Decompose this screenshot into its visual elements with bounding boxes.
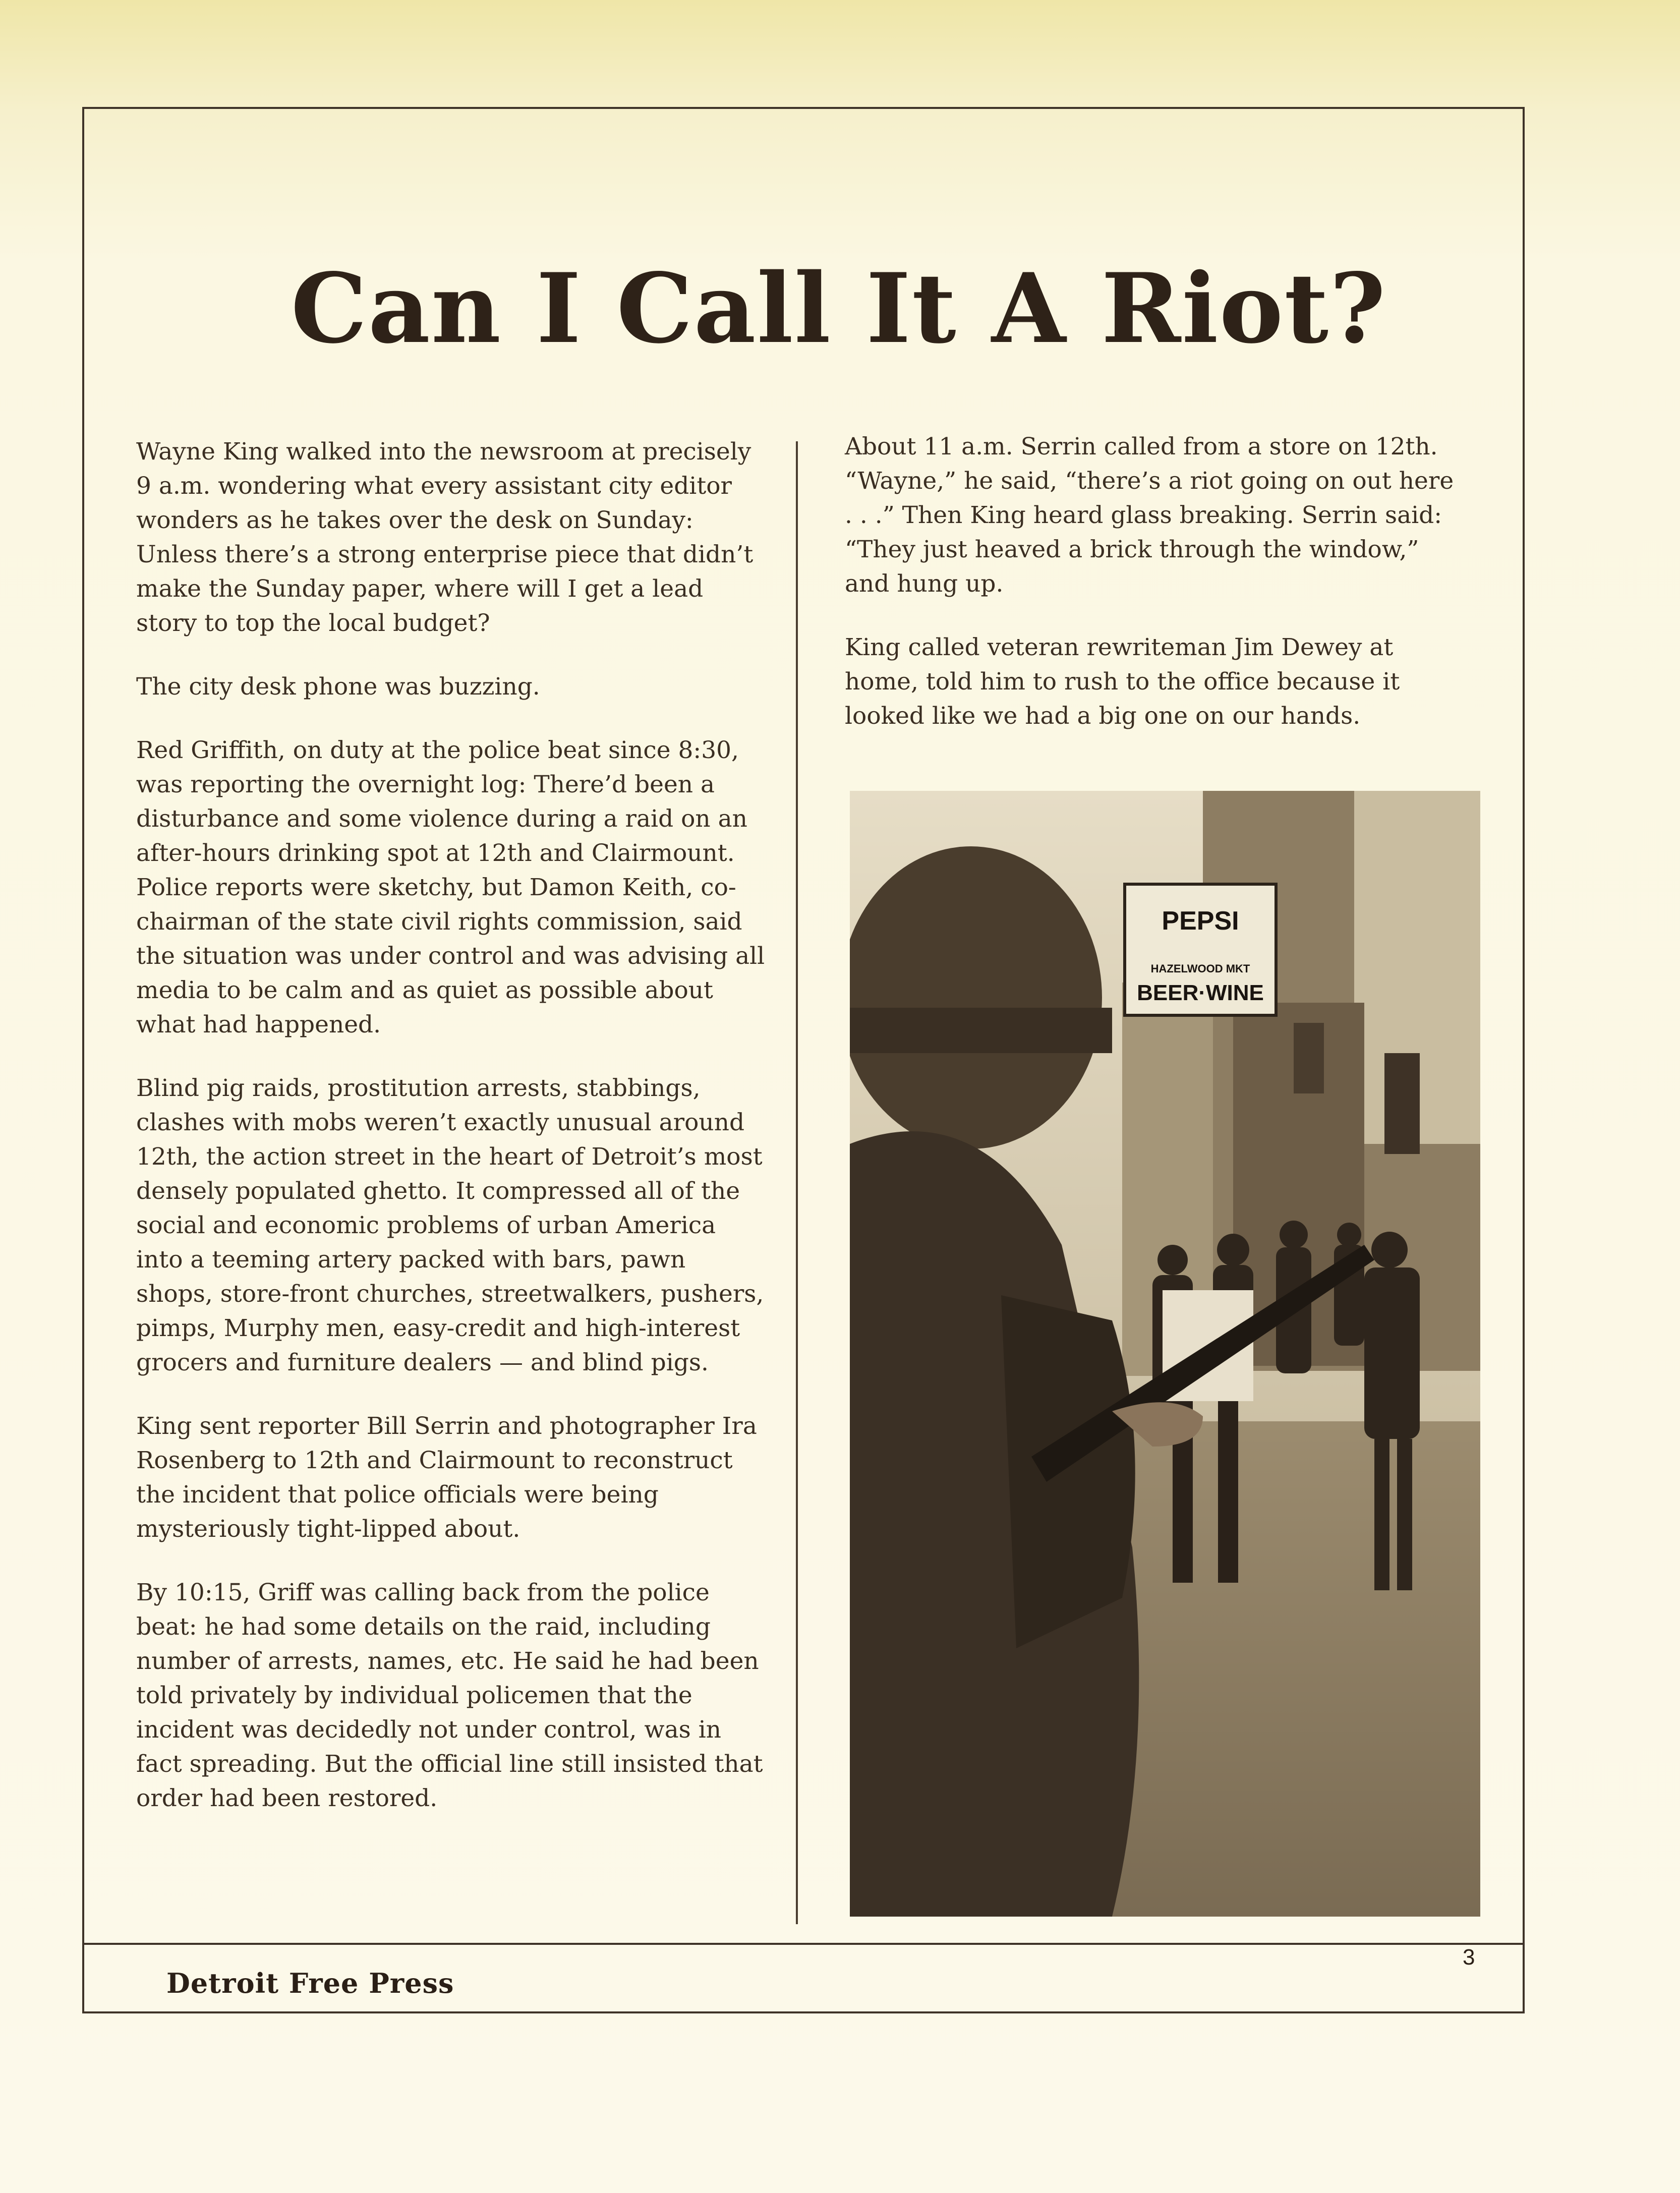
sign-goods: BEER·WINE [1137,980,1264,1005]
riot-street-photo [850,791,1480,1917]
paragraph: King sent reporter Bill Serrin and photographer Ira Rosenberg to 12th and Clairmount to reconstruct the incident that police officials were being mysteriously tight-lipped about. [136,1412,757,1543]
paragraph: Blind pig raids, prostitution arrests, stabbings, clashes with mobs weren’t exactly unusual around 12th, the action street in the heart of Detroit’s most densely populated ghetto. It compressed all of the social and economic problems of urban America into a teeming artery packed with bars, pawn shops, store-front churches, streetwalkers, pushers, pimps, Murphy men, easy-credit and high-interest grocers and furniture dealers — and blind pigs. [136,1074,764,1376]
paragraph: King called veteran rewriteman Jim Dewey at home, told him to rush to the office because it looked like we had a big one on our hands. [845,633,1400,730]
sign-brand: PEPSI [1162,906,1239,936]
footer-rule [82,1943,1525,1945]
publication-logo: Detroit Free Press [166,1967,454,1999]
paragraph: Wayne King walked into the newsroom at precisely 9 a.m. wondering what every assistant city editor wonders as he takes over the desk on Sunday: Unless there’s a strong enterprise piece that didn’t make the Sunday paper, where will I get a lead story to top the local budget? [136,438,754,637]
sign-store: HAZELWOOD MKT [1150,962,1250,975]
article-title: Can I Call It A Riot? [291,252,1387,365]
paragraph: About 11 a.m. Serrin called from a store on 12th. “Wayne,” he said, “there’s a riot going on out here . . .” Then King heard glass breaking. Serrin said: “They just heaved a brick through the window,” and hung up. [845,433,1454,598]
paragraph: By 10:15, Griff was calling back from the police beat: he had some details on the raid, including number of arrests, names, etc. He said he had been told privately by individual policemen that the incident was decidedly not under control, was in fact spreading. But the official line still insisted that order had been restored. [136,1579,763,1812]
paragraph: The city desk phone was buzzing. [136,673,540,701]
photo-illustration [850,791,1480,1917]
left-column [136,435,767,1845]
paragraph: Red Griffith, on duty at the police beat since 8:30, was reporting the overnight log: There’d been a disturbance and some violence during a raid on an after-hours drinking spot at 12th and Clairmount. Police reports were sketchy, but Damon Keith, co-chairman of the state civil rights commission, said the situation was under control and was advising all media to be calm and as quiet as possible about what had happened. [136,736,765,1038]
column-divider [796,441,798,1924]
right-column [845,430,1465,763]
page-number: 3 [1463,1945,1475,1970]
